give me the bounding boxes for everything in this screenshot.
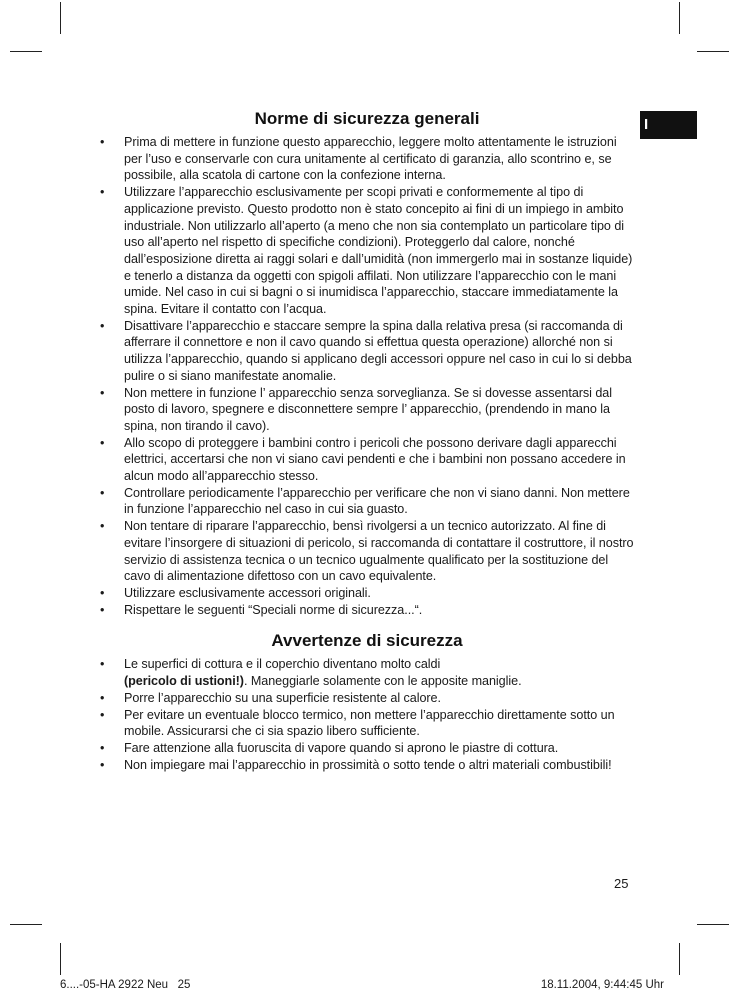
- section-title-general-safety: Norme di sicurezza generali: [254, 109, 480, 128]
- list-item: • Prima di mettere in funzione questo apparecchio, leggere molto attentamente le istruzioni per l’uso e conservarle con cura unitamente al certificato di garanzia, allo scontrino e, se possibile, alla scatola di cartone con la confezione interna.: [100, 134, 634, 184]
- footer-timestamp: 18.11.2004, 9:44:45 Uhr: [540, 979, 664, 991]
- list-item: • Allo scopo di proteggere i bambini contro i pericoli che possono derivare dagli apparecchi elettrici, accertarsi che non vi siano cavi pendenti e che i bambini non possano accedere in alcun modo all’apparecchio stesso.: [100, 435, 634, 485]
- crop-mark-top-right: [679, 2, 680, 34]
- crop-mark-bottom-left: [60, 943, 61, 975]
- list-item: • Controllare periodicamente l’apparecchio per verificare che non vi siano danni. Non mettere in funzione l’apparecchio nel caso in cui sia guasto.: [100, 485, 634, 518]
- warning-text: Le superfici di cottura e il coperchio diventano molto caldi: [124, 657, 441, 672]
- list-item: • Rispettare le seguenti “Speciali norme di sicurezza...“.: [100, 602, 634, 619]
- language-tab: I: [640, 111, 697, 139]
- list-item: • Utilizzare esclusivamente accessori originali.: [100, 585, 634, 602]
- list-item: • Non mettere in funzione l’ apparecchio senza sorveglianza. Se si dovesse assentarsi dal posto di lavoro, spegnere e disconnettere sempre l’ apparecchio, (prendendo in mano la spina, non tirando il cavo).: [100, 385, 634, 435]
- list-item: • Non tentare di riparare l’apparecchio, bensì rivolgersi a un tecnico autorizzato. Al fine di evitare l’insorgere di situazioni di pericolo, si raccomanda di contattare il costruttore, il nostro servizio di assistenza tecnica o un tecnico ugualmente qualificato per la sostituzione del cavo di alimentazione difettoso con un cavo equivalente.: [100, 518, 634, 585]
- safety-warnings-list: [100, 656, 634, 773]
- list-item: • Utilizzare l’apparecchio esclusivamente per scopi privati e conformemente al tipo di applicazione previsto. Questo prodotto non è stato concepito ai fini di un impiego in ambito industriale. Non utilizzarlo all’aperto (a meno che non sia contemplato un particolare tipo di uso all’aperto nel rispetto di specifiche condizioni). Proteggerlo dal calore, nonché dall’esposizione diretta ai raggi solari e dall’umidità (non immergerlo mai in sostanze liquide) e tenerlo a distanza da oggetti con spigoli affilati. Non utilizzare l’apparecchio con le mani umide. Nel caso in cui si bagni o si inumidisca l’apparecchio, staccare immediatamente la spina. Evitare il contatto con l’acqua.: [100, 184, 634, 318]
- list-item: • Porre l’apparecchio su una superficie resistente al calore.: [100, 690, 634, 707]
- crop-mark-bottom-right-h: [697, 924, 729, 925]
- page-number: 25: [614, 876, 629, 891]
- crop-mark-top-left: [60, 2, 61, 34]
- crop-mark-bottom-left-h: [10, 924, 42, 925]
- warning-text-rest: . Maneggiarle solamente con le apposite maniglie.: [243, 674, 522, 689]
- list-item: • Disattivare l’apparecchio e staccare sempre la spina dalla relativa presa (si raccomanda di afferrare il connettore e non il cavo quando si effettua questa operazione) allorché non si utilizza l’apparecchio, quando si applicano degli accessori oppure nel caso in cui lo si debba pulire o si siano manifestate anomalie.: [100, 318, 634, 385]
- crop-mark-bottom-right: [679, 943, 680, 975]
- crop-mark-top-right-h: [697, 51, 729, 52]
- burn-warning: (pericolo di ustioni!): [124, 674, 244, 689]
- general-safety-list: [100, 134, 634, 618]
- footer-file-info: 6....-05-HA 2922 Neu 25: [60, 979, 191, 991]
- list-item: • Fare attenzione alla fuoruscita di vapore quando si aprono le piastre di cottura.: [100, 740, 634, 757]
- list-item: [100, 656, 634, 689]
- list-item: • Per evitare un eventuale blocco termico, non mettere l’apparecchio direttamente sotto un mobile. Assicurarsi che ci sia spazio libero sufficiente.: [100, 707, 634, 740]
- page-content: [100, 108, 634, 773]
- section-title-safety-warnings: Avvertenze di sicurezza: [271, 631, 463, 651]
- list-item: • Non impiegare mai l’apparecchio in prossimità o sotto tende o altri materiali combustibili!: [100, 757, 634, 774]
- crop-mark-top-left-h: [10, 51, 42, 52]
